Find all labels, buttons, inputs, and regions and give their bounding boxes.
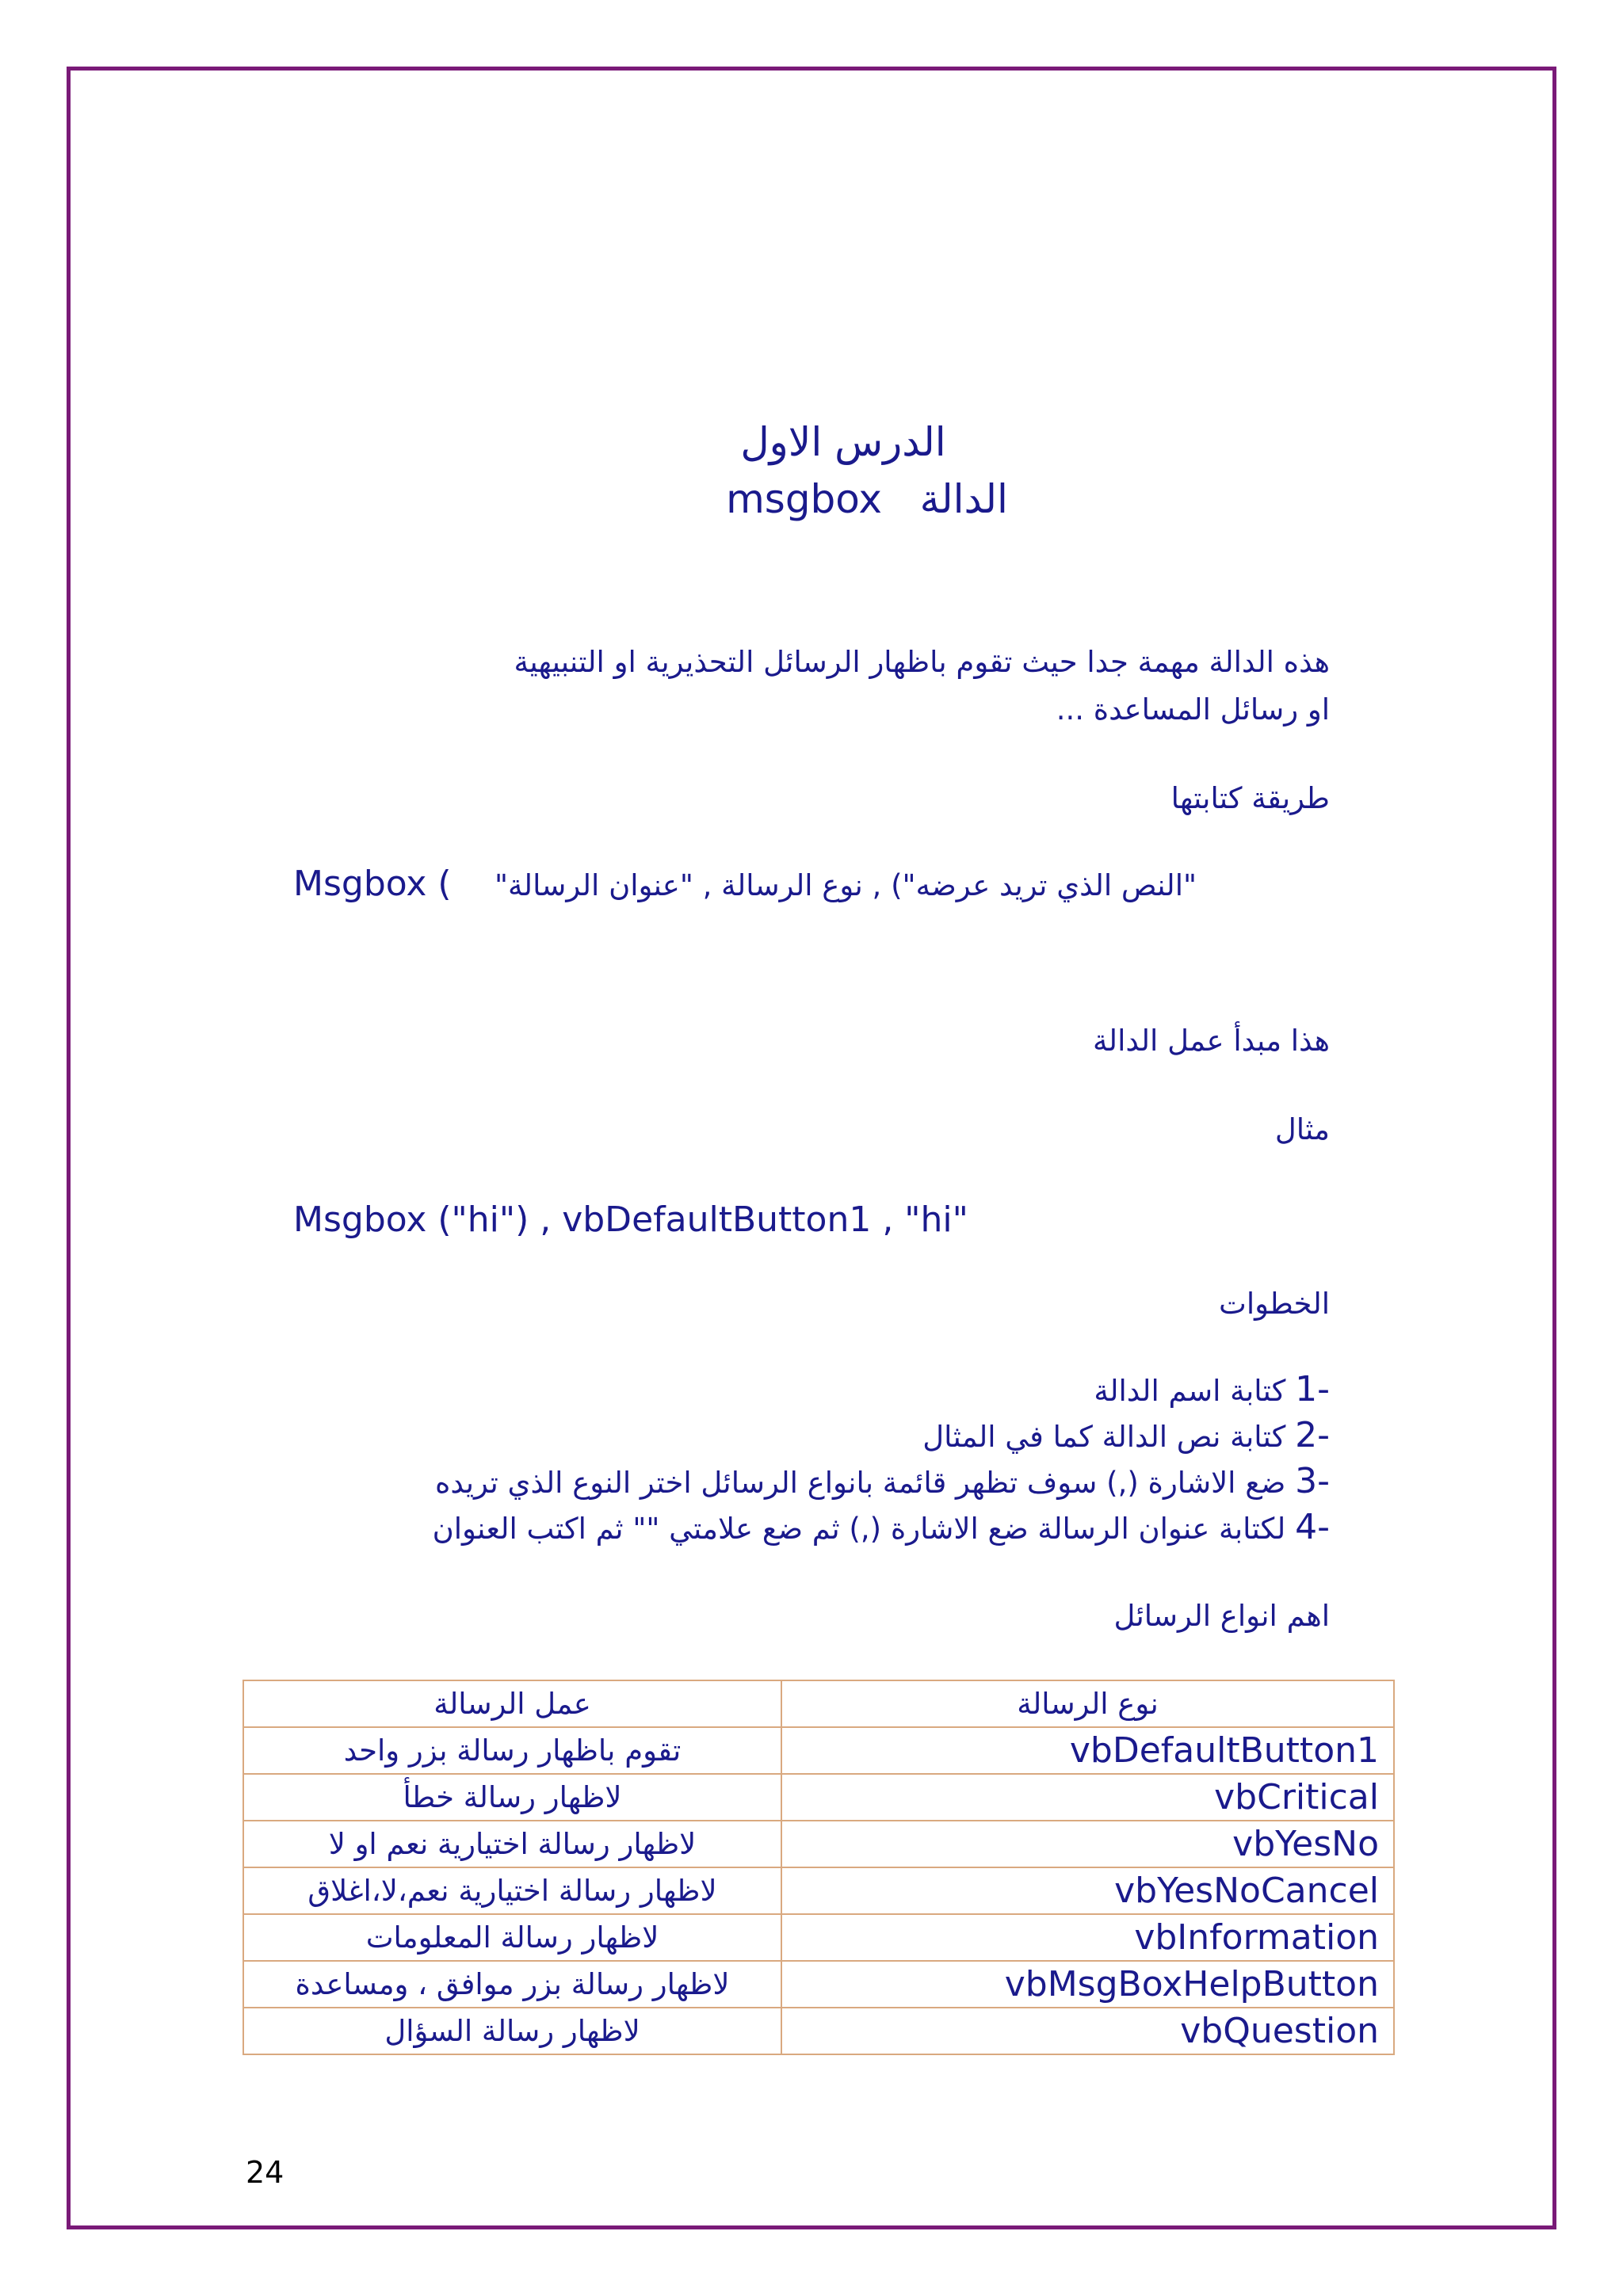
cell-function: لاظهار رسالة خطأ [243,1774,781,1821]
cell-function: لاظهار رسالة اختيارية نعم او لا [243,1821,781,1867]
cell-function: لاظهار رسالة اختيارية نعم،لا،اغلاق [243,1867,781,1914]
step-item: -4 لكتابة عنوان الرسالة ضع الاشارة (,) ثم ضع علامتي "" ثم اكتب العنوان [432,1507,1330,1547]
cell-type: vbCritical [781,1774,1394,1821]
cell-function: لاظهار رسالة بزر موافق ، ومساعدة [243,1961,781,2008]
step-item: -3 ضع الاشارة (,) سوف تظهر قائمة بانواع الرسائل اختر النوع الذي تريده [434,1461,1330,1501]
intro-line-2: او رسائل المساعدة ... [1056,692,1330,727]
syntax-keyword: Msgbox ( [293,864,452,904]
steps-heading: الخطوات [1218,1287,1330,1321]
page-number: 24 [246,2155,285,2190]
cell-function: لاظهار رسالة المعلومات [243,1914,781,1961]
cell-type: vbInformation [781,1914,1394,1961]
table-row [243,1961,1394,2008]
intro-line-1: هذه الدالة مهمة جدا حيث تقوم باظهار الرسائل التحذيرية او التنبيهية [514,645,1330,679]
example-code: Msgbox ("hi") , vbDefaultButton1 , "hi" [293,1199,968,1240]
cell-type: vbMsgBoxHelpButton [781,1961,1394,2008]
function-title [55,475,1623,523]
table-row [243,1774,1394,1821]
function-title-ar: الدالة [919,476,1008,522]
message-types-table [242,1680,1395,2055]
function-title-en: msgbox [726,476,882,522]
table-row [243,2008,1394,2054]
cell-type: vbYesNo [781,1821,1394,1867]
steps-list [433,1367,1330,1551]
step-item: -1 كتابة اسم الدالة [1094,1369,1330,1409]
types-heading: اهم انواع الرسائل [1113,1599,1330,1633]
syntax-heading: طريقة كتابتها [1170,781,1330,815]
example-heading: مثال [1274,1112,1330,1146]
lesson-title: الدرس الاول [740,419,946,465]
cell-type: vbDefaultButton1 [781,1727,1394,1774]
principle-text: هذا مبدأ عمل الدالة [1092,1024,1330,1058]
table-row [243,1867,1394,1914]
syntax-arguments: "النص الذي تريد عرضه") , نوع الرسالة , "عنوان الرسالة" [494,868,1197,902]
table-row [243,1914,1394,1961]
table-header-row [243,1680,1394,1727]
header-type: نوع الرسالة [781,1680,1394,1727]
cell-type: vbYesNoCancel [781,1867,1394,1914]
cell-function: لاظهار رسالة السؤال [243,2008,781,2054]
table-row [243,1821,1394,1867]
step-item: -2 كتابة نص الدالة كما في المثال [922,1415,1330,1455]
syntax-line [293,862,1197,906]
header-function: عمل الرسالة [243,1680,781,1727]
cell-function: تقوم باظهار رسالة بزر واحد [243,1727,781,1774]
table-row [243,1727,1394,1774]
cell-type: vbQuestion [781,2008,1394,2054]
